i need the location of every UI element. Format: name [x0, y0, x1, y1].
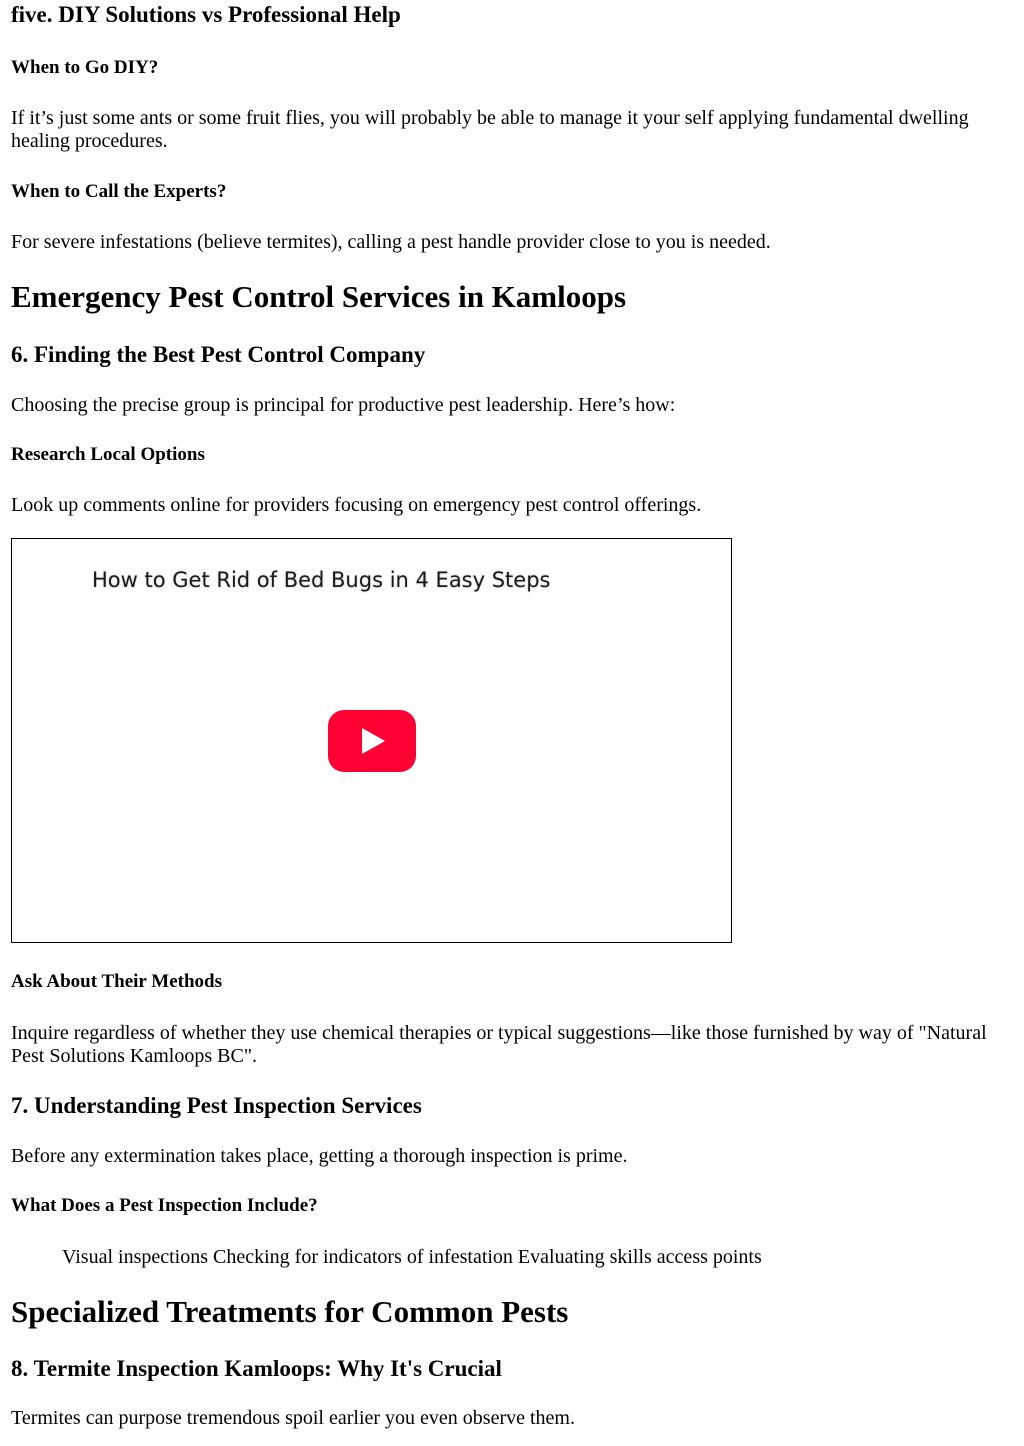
- research-heading: Research Local Options: [11, 444, 205, 465]
- inspection-include-heading: What Does a Pest Inspection Include?: [11, 1195, 318, 1216]
- video-embed[interactable]: [11, 538, 732, 943]
- when-diy-paragraph: If it’s just some ants or some fruit flies, you will probably be able to manage it your self applying fundamental dwelling healing procedures.: [11, 107, 969, 152]
- play-triangle-icon: [362, 728, 385, 754]
- emergency-heading: Emergency Pest Control Services in Kamloops: [11, 279, 627, 314]
- when-diy-heading: When to Go DIY?: [11, 57, 159, 78]
- inspection-paragraph: Before any extermination takes place, getting a thorough inspection is prime.: [11, 1145, 628, 1167]
- diy-vs-pro-heading: five. DIY Solutions vs Professional Help: [11, 2, 401, 27]
- inspection-heading: 7. Understanding Pest Inspection Services: [11, 1093, 422, 1118]
- when-experts-heading: When to Call the Experts?: [11, 181, 227, 202]
- research-paragraph: Look up comments online for providers focusing on emergency pest control offerings.: [11, 494, 702, 516]
- ask-methods-paragraph: Inquire regardless of whether they use chemical therapies or typical suggestions—like those furnished by way of "Natural Pest Solutions Kamloops BC".: [11, 1022, 987, 1067]
- ask-methods-heading: Ask About Their Methods: [11, 971, 222, 992]
- video-title[interactable]: How to Get Rid of Bed Bugs in 4 Easy Steps: [92, 568, 551, 592]
- termite-heading: 8. Termite Inspection Kamloops: Why It's Crucial: [11, 1356, 502, 1381]
- when-experts-paragraph: For severe infestations (believe termites), calling a pest handle provider close to you is needed.: [11, 231, 771, 253]
- youtube-play-icon[interactable]: [328, 710, 416, 772]
- finding-company-heading: 6. Finding the Best Pest Control Company: [11, 342, 426, 367]
- specialized-heading: Specialized Treatments for Common Pests: [11, 1294, 569, 1329]
- inspection-include-list: Visual inspections Checking for indicators of infestation Evaluating skills access points: [62, 1246, 762, 1268]
- termite-paragraph: Termites can purpose tremendous spoil earlier you even observe them.: [11, 1407, 575, 1429]
- finding-company-paragraph: Choosing the precise group is principal for productive pest leadership. Here’s how:: [11, 394, 676, 416]
